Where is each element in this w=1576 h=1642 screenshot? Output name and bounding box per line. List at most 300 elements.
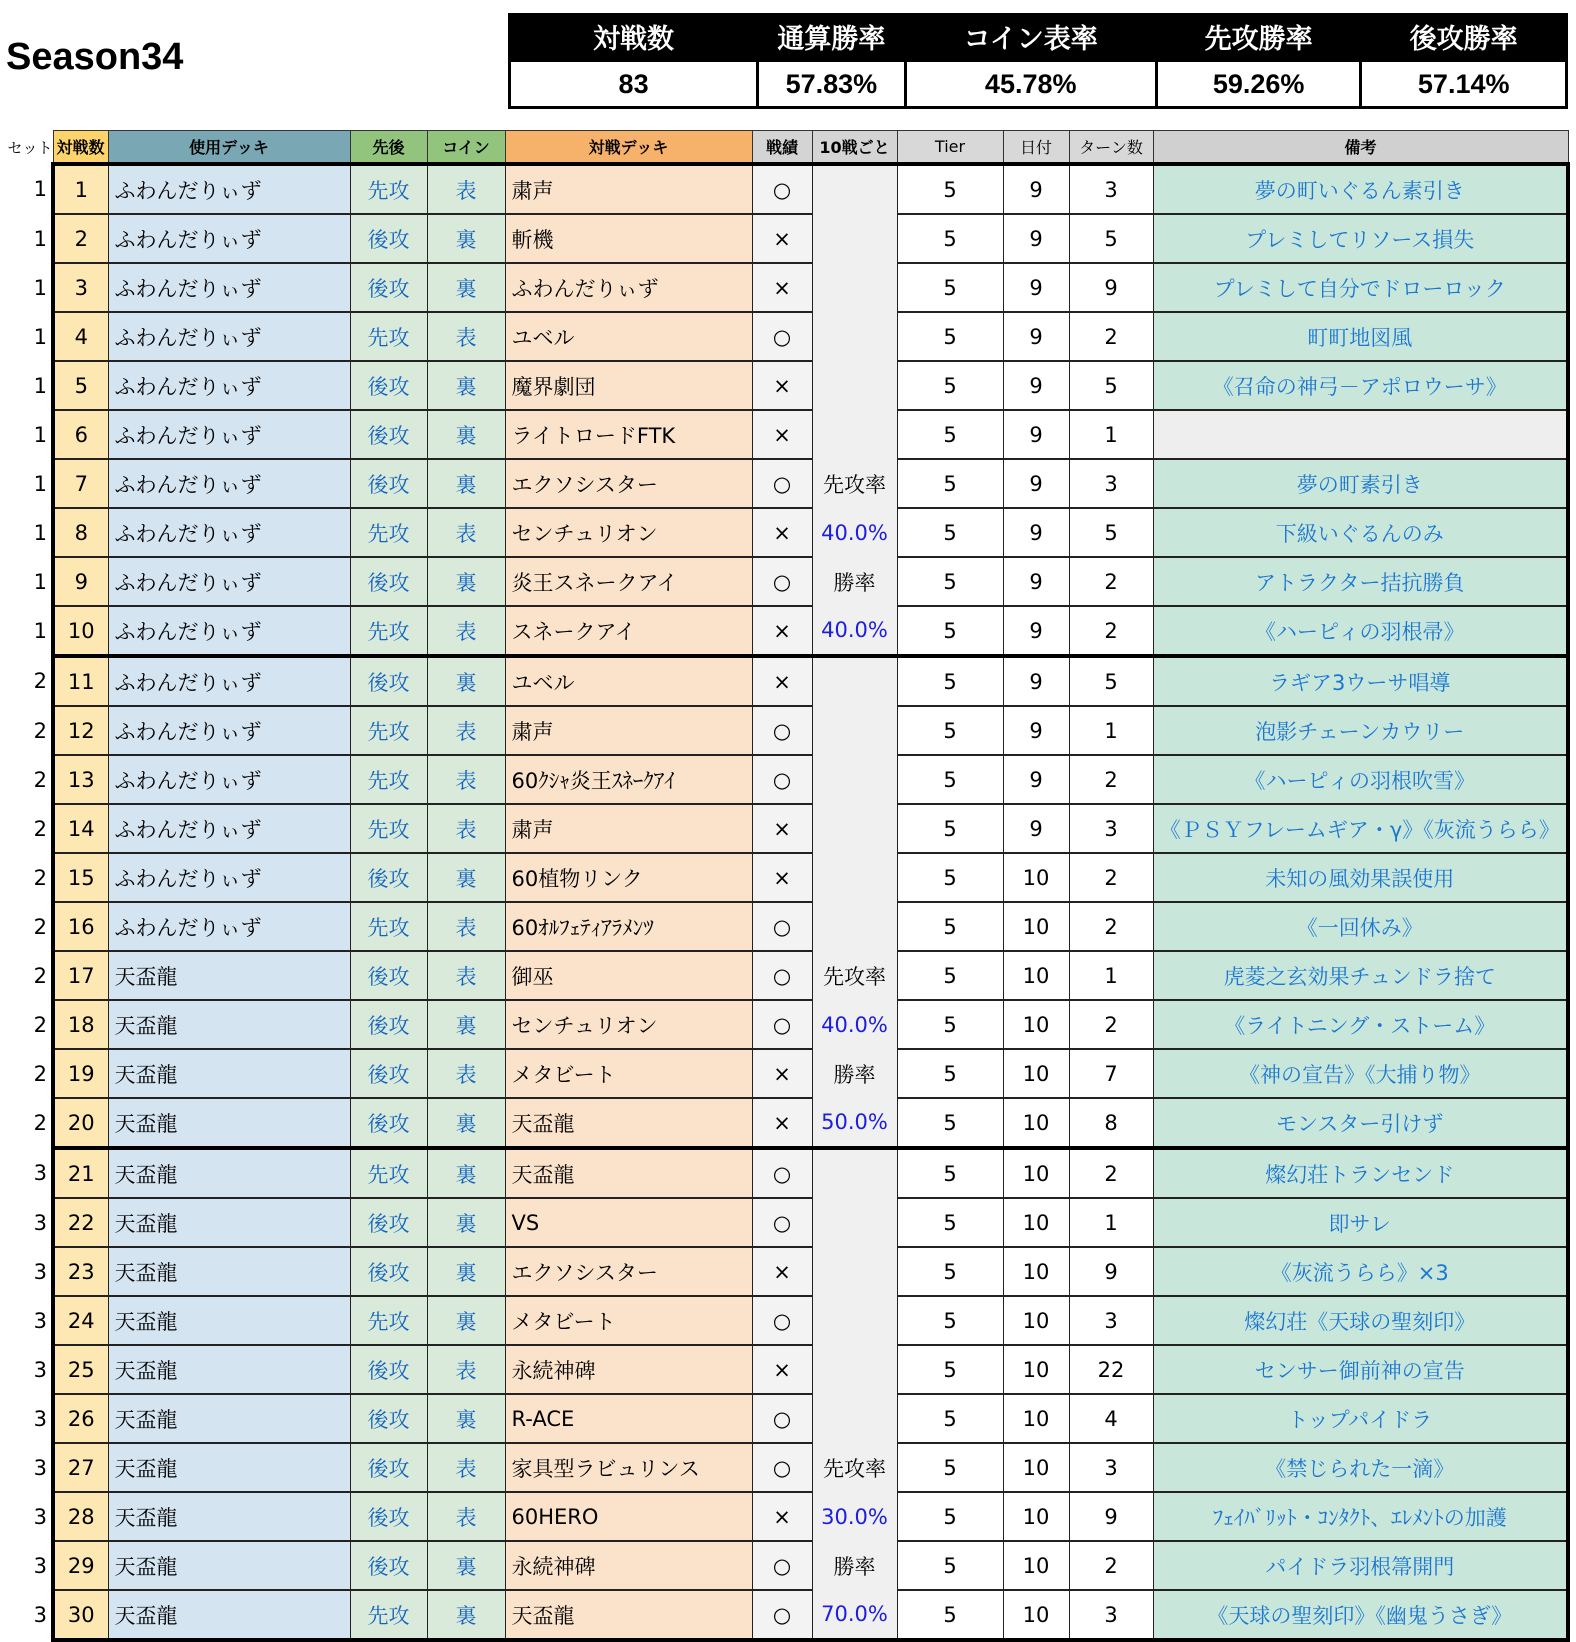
coin-toss: 裏 [427, 1198, 505, 1247]
per-ten-stat [812, 1247, 897, 1296]
used-deck: ふわんだりぃず [108, 557, 350, 606]
table-row [0, 1492, 1568, 1541]
coin-toss: 表 [427, 951, 505, 1000]
per-ten-stat: 40.0% [812, 606, 897, 656]
turn-count: 5 [1069, 656, 1153, 706]
tier-value: 5 [897, 1247, 1003, 1296]
opponent-deck: エクソシスター [505, 1247, 752, 1296]
turn-order: 後攻 [350, 1000, 427, 1049]
coin-toss: 表 [427, 508, 505, 557]
turn-count: 22 [1069, 1345, 1153, 1394]
used-deck: ふわんだりぃず [108, 853, 350, 902]
turn-count: 3 [1069, 804, 1153, 853]
used-deck: 天盃龍 [108, 1541, 350, 1590]
used-deck: ふわんだりぃず [108, 312, 350, 361]
opponent-deck: 60ｸｼｬ炎王ｽﾈｰｸｱｲ [505, 755, 752, 804]
match-number: 13 [53, 755, 108, 804]
memo-note: 町町地図風 [1153, 312, 1568, 361]
tier-value: 5 [897, 1198, 1003, 1247]
tier-value: 5 [897, 1148, 1003, 1198]
set-number: 2 [0, 902, 53, 951]
date-day: 10 [1003, 1296, 1069, 1345]
match-number: 5 [53, 361, 108, 410]
coin-toss: 裏 [427, 1098, 505, 1148]
col-header-turn-count: ターン数 [1069, 131, 1153, 165]
turn-count: 1 [1069, 951, 1153, 1000]
turn-order: 先攻 [350, 706, 427, 755]
match-result: × [752, 410, 812, 459]
coin-toss: 裏 [427, 410, 505, 459]
tier-value: 5 [897, 361, 1003, 410]
summary-header-first-winrate: 先攻勝率 [1156, 13, 1361, 61]
match-result: ○ [752, 1198, 812, 1247]
tier-value: 5 [897, 164, 1003, 214]
date-day: 9 [1003, 312, 1069, 361]
summary-header-coin-rate: コイン表率 [905, 13, 1156, 61]
per-ten-stat [812, 1198, 897, 1247]
turn-count: 8 [1069, 1098, 1153, 1148]
col-header-day: 日付 [1003, 131, 1069, 165]
coin-toss: 表 [427, 902, 505, 951]
coin-toss: 表 [427, 1049, 505, 1098]
col-header-turn: 先後 [350, 131, 427, 165]
used-deck: ふわんだりぃず [108, 164, 350, 214]
used-deck: 天盃龍 [108, 1148, 350, 1198]
opponent-deck: 60ｵﾙﾌｪﾃｨｱﾗﾒﾝﾂ [505, 902, 752, 951]
match-result: × [752, 263, 812, 312]
turn-count: 5 [1069, 214, 1153, 263]
set-number: 2 [0, 1000, 53, 1049]
table-row [0, 263, 1568, 312]
memo-note: プレミしてリソース損失 [1153, 214, 1568, 263]
turn-order: 先攻 [350, 312, 427, 361]
match-number: 1 [53, 164, 108, 214]
coin-toss: 表 [427, 312, 505, 361]
turn-order: 後攻 [350, 951, 427, 1000]
turn-order: 後攻 [350, 1394, 427, 1443]
per-ten-stat [812, 656, 897, 706]
opponent-deck: ふわんだりぃず [505, 263, 752, 312]
opponent-deck: 60HERO [505, 1492, 752, 1541]
match-result: × [752, 1345, 812, 1394]
turn-count: 2 [1069, 902, 1153, 951]
turn-count: 4 [1069, 1394, 1153, 1443]
match-result: ○ [752, 902, 812, 951]
match-number: 10 [53, 606, 108, 656]
table-row [0, 1000, 1568, 1049]
match-number: 16 [53, 902, 108, 951]
summary-value-total-winrate: 57.83% [758, 61, 905, 108]
turn-order: 後攻 [350, 853, 427, 902]
turn-order: 先攻 [350, 1590, 427, 1640]
set-number: 3 [0, 1148, 53, 1198]
match-number: 8 [53, 508, 108, 557]
match-number: 6 [53, 410, 108, 459]
memo-note: 《ＰＳＹフレームギア・γ》《灰流うらら》 [1153, 804, 1568, 853]
col-header-memo: 備考 [1153, 131, 1568, 165]
memo-note: 未知の風効果誤使用 [1153, 853, 1568, 902]
match-result: × [752, 853, 812, 902]
date-day: 10 [1003, 1049, 1069, 1098]
set-number: 3 [0, 1443, 53, 1492]
set-number: 3 [0, 1296, 53, 1345]
memo-note: パイドラ羽根箒開門 [1153, 1541, 1568, 1590]
match-result: × [752, 1247, 812, 1296]
tier-value: 5 [897, 1492, 1003, 1541]
coin-toss: 裏 [427, 1296, 505, 1345]
table-row [0, 164, 1568, 214]
match-number: 11 [53, 656, 108, 706]
coin-toss: 表 [427, 606, 505, 656]
date-day: 9 [1003, 606, 1069, 656]
turn-count: 1 [1069, 410, 1153, 459]
opponent-deck: 家具型ラビュリンス [505, 1443, 752, 1492]
used-deck: 天盃龍 [108, 1247, 350, 1296]
coin-toss: 裏 [427, 361, 505, 410]
memo-note: 《ハーピィの羽根帚》 [1153, 606, 1568, 656]
date-day: 9 [1003, 164, 1069, 214]
turn-order: 先攻 [350, 902, 427, 951]
coin-toss: 表 [427, 706, 505, 755]
coin-toss: 裏 [427, 459, 505, 508]
date-day: 9 [1003, 459, 1069, 508]
turn-order: 後攻 [350, 1541, 427, 1590]
match-result: × [752, 214, 812, 263]
table-row [0, 459, 1568, 508]
turn-count: 2 [1069, 853, 1153, 902]
per-ten-stat [812, 902, 897, 951]
tier-value: 5 [897, 1590, 1003, 1640]
opponent-deck: スネークアイ [505, 606, 752, 656]
date-day: 10 [1003, 1000, 1069, 1049]
set-number: 2 [0, 755, 53, 804]
match-result: ○ [752, 1148, 812, 1198]
per-ten-stat: 勝率 [812, 1541, 897, 1590]
table-row [0, 1443, 1568, 1492]
set-number: 1 [0, 557, 53, 606]
used-deck: 天盃龍 [108, 1345, 350, 1394]
per-ten-stat [812, 706, 897, 755]
turn-order: 後攻 [350, 459, 427, 508]
turn-order: 後攻 [350, 1049, 427, 1098]
memo-note: トップパイドラ [1153, 1394, 1568, 1443]
set-number: 1 [0, 606, 53, 656]
tier-value: 5 [897, 1098, 1003, 1148]
opponent-deck: 永続神碑 [505, 1541, 752, 1590]
opponent-deck: 御巫 [505, 951, 752, 1000]
memo-note: 《神の宣告》《大捕り物》 [1153, 1049, 1568, 1098]
tier-value: 5 [897, 1394, 1003, 1443]
date-day: 10 [1003, 1345, 1069, 1394]
col-header-opponent: 対戦デッキ [505, 131, 752, 165]
per-ten-stat [812, 1394, 897, 1443]
turn-count: 5 [1069, 361, 1153, 410]
table-row [0, 1296, 1568, 1345]
coin-toss: 表 [427, 1492, 505, 1541]
opponent-deck: 天盃龍 [505, 1590, 752, 1640]
memo-note: 《一回休み》 [1153, 902, 1568, 951]
memo-note: モンスター引けず [1153, 1098, 1568, 1148]
col-header-coin: コイン [427, 131, 505, 165]
used-deck: 天盃龍 [108, 1394, 350, 1443]
table-row [0, 361, 1568, 410]
table-row [0, 656, 1568, 706]
table-row [0, 214, 1568, 263]
tier-value: 5 [897, 312, 1003, 361]
table-row [0, 755, 1568, 804]
turn-order: 後攻 [350, 214, 427, 263]
match-result: ○ [752, 755, 812, 804]
per-ten-stat [812, 1148, 897, 1198]
match-number: 19 [53, 1049, 108, 1098]
used-deck: ふわんだりぃず [108, 755, 350, 804]
turn-order: 先攻 [350, 1148, 427, 1198]
memo-note: 《ライトニング・ストーム》 [1153, 1000, 1568, 1049]
used-deck: 天盃龍 [108, 1590, 350, 1640]
used-deck: ふわんだりぃず [108, 902, 350, 951]
tier-value: 5 [897, 1049, 1003, 1098]
per-ten-stat [812, 1345, 897, 1394]
col-header-set: セット [0, 131, 53, 165]
memo-note: 即サレ [1153, 1198, 1568, 1247]
match-result: × [752, 656, 812, 706]
coin-toss: 裏 [427, 853, 505, 902]
date-day: 10 [1003, 1198, 1069, 1247]
match-result: ○ [752, 1296, 812, 1345]
turn-count: 3 [1069, 164, 1153, 214]
set-number: 1 [0, 361, 53, 410]
date-day: 10 [1003, 1541, 1069, 1590]
turn-order: 先攻 [350, 508, 427, 557]
table-row [0, 312, 1568, 361]
table-row [0, 902, 1568, 951]
table-row [0, 1049, 1568, 1098]
match-number: 7 [53, 459, 108, 508]
tier-value: 5 [897, 410, 1003, 459]
turn-order: 先攻 [350, 1296, 427, 1345]
turn-order: 後攻 [350, 557, 427, 606]
memo-note: 《ハーピィの羽根吹雪》 [1153, 755, 1568, 804]
turn-order: 後攻 [350, 263, 427, 312]
table-row [0, 1345, 1568, 1394]
match-number: 23 [53, 1247, 108, 1296]
per-ten-stat: 先攻率 [812, 459, 897, 508]
date-day: 9 [1003, 214, 1069, 263]
opponent-deck: R-ACE [505, 1394, 752, 1443]
match-number: 20 [53, 1098, 108, 1148]
table-row [0, 606, 1568, 656]
date-day: 9 [1003, 361, 1069, 410]
col-header-no: 対戦数 [53, 131, 108, 165]
used-deck: ふわんだりぃず [108, 263, 350, 312]
per-ten-stat: 40.0% [812, 508, 897, 557]
date-day: 9 [1003, 508, 1069, 557]
turn-count: 2 [1069, 755, 1153, 804]
turn-order: 後攻 [350, 1098, 427, 1148]
set-number: 1 [0, 164, 53, 214]
match-number: 24 [53, 1296, 108, 1345]
summary-header-matches: 対戦数 [510, 13, 758, 61]
set-number: 3 [0, 1394, 53, 1443]
opponent-deck: 斬機 [505, 214, 752, 263]
match-result: × [752, 606, 812, 656]
table-row [0, 853, 1568, 902]
coin-toss: 表 [427, 804, 505, 853]
opponent-deck: エクソシスター [505, 459, 752, 508]
turn-count: 1 [1069, 706, 1153, 755]
date-day: 9 [1003, 656, 1069, 706]
date-day: 10 [1003, 1492, 1069, 1541]
table-row [0, 508, 1568, 557]
summary-value-first-winrate: 59.26% [1156, 61, 1361, 108]
tier-value: 5 [897, 853, 1003, 902]
coin-toss: 裏 [427, 557, 505, 606]
match-number: 17 [53, 951, 108, 1000]
match-number: 30 [53, 1590, 108, 1640]
opponent-deck: ユベル [505, 312, 752, 361]
opponent-deck: センチュリオン [505, 508, 752, 557]
set-number: 2 [0, 853, 53, 902]
tier-value: 5 [897, 1443, 1003, 1492]
tier-value: 5 [897, 804, 1003, 853]
match-result: × [752, 804, 812, 853]
match-number: 14 [53, 804, 108, 853]
opponent-deck: ライトロードFTK [505, 410, 752, 459]
memo-note [1153, 410, 1568, 459]
summary-header-total-winrate: 通算勝率 [758, 13, 905, 61]
tier-value: 5 [897, 755, 1003, 804]
opponent-deck: センチュリオン [505, 1000, 752, 1049]
match-number: 26 [53, 1394, 108, 1443]
table-row [0, 1247, 1568, 1296]
used-deck: 天盃龍 [108, 1049, 350, 1098]
per-ten-stat [812, 361, 897, 410]
set-number: 2 [0, 804, 53, 853]
match-number: 22 [53, 1198, 108, 1247]
opponent-deck: 永続神碑 [505, 1345, 752, 1394]
per-ten-stat [812, 312, 897, 361]
coin-toss: 裏 [427, 1541, 505, 1590]
per-ten-stat: 30.0% [812, 1492, 897, 1541]
tier-value: 5 [897, 1541, 1003, 1590]
date-day: 10 [1003, 1443, 1069, 1492]
set-number: 3 [0, 1247, 53, 1296]
tier-value: 5 [897, 214, 1003, 263]
per-ten-stat [812, 853, 897, 902]
match-result: × [752, 1492, 812, 1541]
memo-note: 《禁じられた一滴》 [1153, 1443, 1568, 1492]
per-ten-stat [812, 164, 897, 214]
opponent-deck: メタビート [505, 1049, 752, 1098]
set-number: 2 [0, 1098, 53, 1148]
memo-note: 燦幻荘トランセンド [1153, 1148, 1568, 1198]
col-header-result: 戦績 [752, 131, 812, 165]
set-number: 3 [0, 1492, 53, 1541]
tier-value: 5 [897, 706, 1003, 755]
used-deck: ふわんだりぃず [108, 459, 350, 508]
coin-toss: 表 [427, 1443, 505, 1492]
table-row [0, 1098, 1568, 1148]
coin-toss: 裏 [427, 1394, 505, 1443]
season-title: Season34 [6, 36, 184, 78]
memo-note: センサー御前神の宣告 [1153, 1345, 1568, 1394]
match-result: × [752, 1098, 812, 1148]
turn-count: 2 [1069, 1000, 1153, 1049]
memo-note: ﾌｪｲﾊﾞﾘｯﾄ・ｺﾝﾀｸﾄ、ｴﾚﾒﾝﾄの加護 [1153, 1492, 1568, 1541]
turn-order: 後攻 [350, 1492, 427, 1541]
table-row [0, 410, 1568, 459]
used-deck: ふわんだりぃず [108, 804, 350, 853]
per-ten-stat [812, 755, 897, 804]
date-day: 10 [1003, 1247, 1069, 1296]
memo-note: プレミして自分でドローロック [1153, 263, 1568, 312]
date-day: 10 [1003, 1590, 1069, 1640]
match-result: × [752, 361, 812, 410]
turn-count: 9 [1069, 1492, 1153, 1541]
match-number: 9 [53, 557, 108, 606]
col-header-tier: Tier [897, 131, 1003, 165]
used-deck: ふわんだりぃず [108, 214, 350, 263]
tier-value: 5 [897, 263, 1003, 312]
coin-toss: 裏 [427, 263, 505, 312]
memo-note: ラギア3ウーサ唱導 [1153, 656, 1568, 706]
turn-order: 先攻 [350, 804, 427, 853]
summary-value-second-winrate: 57.14% [1361, 61, 1567, 108]
date-day: 9 [1003, 706, 1069, 755]
match-result: × [752, 1049, 812, 1098]
header-row [0, 131, 1568, 165]
per-ten-stat: 50.0% [812, 1098, 897, 1148]
table-row [0, 1394, 1568, 1443]
date-day: 9 [1003, 755, 1069, 804]
per-ten-stat: 先攻率 [812, 1443, 897, 1492]
turn-count: 2 [1069, 606, 1153, 656]
per-ten-stat: 70.0% [812, 1590, 897, 1640]
used-deck: 天盃龍 [108, 1443, 350, 1492]
coin-toss: 裏 [427, 1148, 505, 1198]
used-deck: ふわんだりぃず [108, 706, 350, 755]
used-deck: ふわんだりぃず [108, 410, 350, 459]
turn-count: 9 [1069, 263, 1153, 312]
memo-note: 夢の町素引き [1153, 459, 1568, 508]
memo-note: アトラクター拮抗勝負 [1153, 557, 1568, 606]
turn-order: 後攻 [350, 1247, 427, 1296]
used-deck: 天盃龍 [108, 951, 350, 1000]
turn-count: 3 [1069, 1590, 1153, 1640]
turn-count: 7 [1069, 1049, 1153, 1098]
summary-table [508, 13, 1568, 109]
opponent-deck: 魔界劇団 [505, 361, 752, 410]
date-day: 9 [1003, 410, 1069, 459]
turn-order: 後攻 [350, 1198, 427, 1247]
match-result: ○ [752, 1443, 812, 1492]
tier-value: 5 [897, 902, 1003, 951]
opponent-deck: ユベル [505, 656, 752, 706]
col-header-deck: 使用デッキ [108, 131, 350, 165]
turn-order: 後攻 [350, 410, 427, 459]
set-number: 3 [0, 1541, 53, 1590]
used-deck: 天盃龍 [108, 1492, 350, 1541]
summary-value-coin-rate: 45.78% [905, 61, 1156, 108]
set-number: 1 [0, 214, 53, 263]
memo-note: 虎菱之玄効果チュンドラ捨て [1153, 951, 1568, 1000]
set-number: 3 [0, 1590, 53, 1640]
used-deck: ふわんだりぃず [108, 508, 350, 557]
per-ten-stat [812, 410, 897, 459]
used-deck: 天盃龍 [108, 1098, 350, 1148]
turn-count: 3 [1069, 459, 1153, 508]
match-number: 27 [53, 1443, 108, 1492]
